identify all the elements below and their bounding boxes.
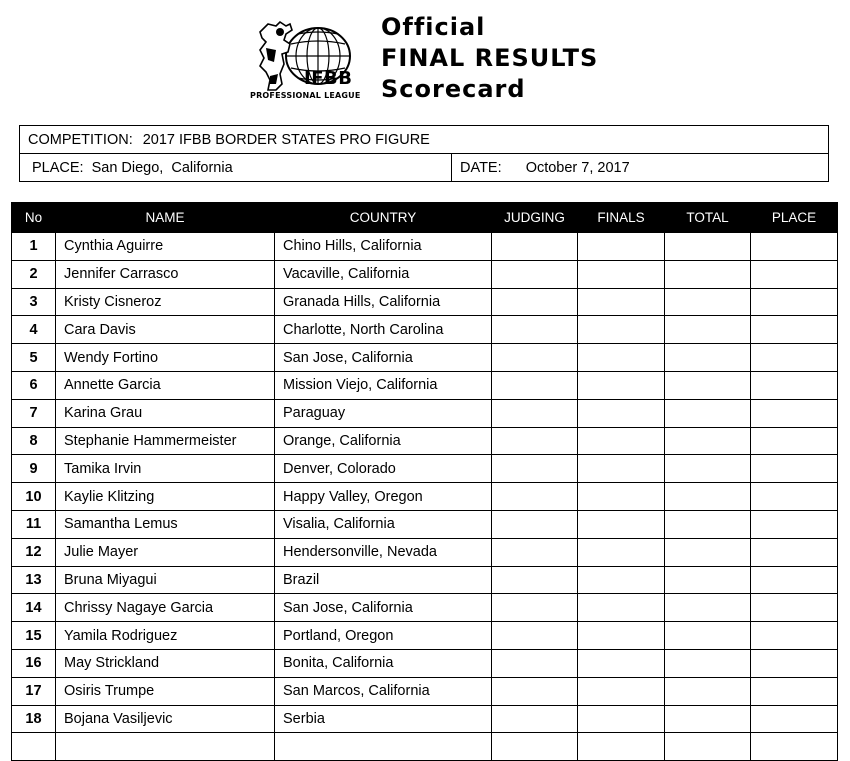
finals-cell [578, 260, 665, 288]
results-body [12, 233, 838, 761]
table-row [12, 233, 838, 261]
table-row [12, 594, 838, 622]
table-row [12, 677, 838, 705]
judging-cell [492, 455, 578, 483]
competition-row [20, 126, 828, 153]
row-number: 5 [12, 344, 56, 372]
judging-cell [492, 260, 578, 288]
row-number: 7 [12, 399, 56, 427]
competitor-name: Yamila Rodriguez [56, 622, 275, 650]
competitor-name: Samantha Lemus [56, 510, 275, 538]
judging-cell [492, 344, 578, 372]
table-row [12, 510, 838, 538]
competitor-country: Granada Hills, California [275, 288, 492, 316]
table-row [12, 371, 838, 399]
competition-label: COMPETITION: [28, 131, 133, 148]
competitor-country: Hendersonville, Nevada [275, 538, 492, 566]
table-row [12, 260, 838, 288]
judging-cell [492, 288, 578, 316]
total-cell [665, 538, 751, 566]
table-row [12, 427, 838, 455]
total-cell [665, 733, 751, 761]
competitor-country: Serbia [275, 705, 492, 733]
total-cell [665, 288, 751, 316]
place-cell [751, 483, 838, 511]
competitor-country: Charlotte, North Carolina [275, 316, 492, 344]
competitor-name: Annette Garcia [56, 371, 275, 399]
judging-cell [492, 677, 578, 705]
place-cell [751, 566, 838, 594]
row-number: 15 [12, 622, 56, 650]
table-header-row [12, 203, 838, 233]
competitor-name: Bojana Vasiljevic [56, 705, 275, 733]
total-cell [665, 316, 751, 344]
row-number: 10 [12, 483, 56, 511]
total-cell [665, 705, 751, 733]
finals-cell [578, 622, 665, 650]
col-header-name: NAME [56, 203, 275, 233]
document-title [381, 12, 598, 105]
row-number: 11 [12, 510, 56, 538]
finals-cell [578, 344, 665, 372]
competitor-country: Happy Valley, Oregon [275, 483, 492, 511]
judging-cell [492, 649, 578, 677]
competitor-name: Kristy Cisneroz [56, 288, 275, 316]
competitor-country: Portland, Oregon [275, 622, 492, 650]
table-row [12, 705, 838, 733]
place-cell [751, 733, 838, 761]
competitor-name: Kaylie Klitzing [56, 483, 275, 511]
judging-cell [492, 510, 578, 538]
place-cell [751, 371, 838, 399]
competitor-name: Cara Davis [56, 316, 275, 344]
place-cell [751, 510, 838, 538]
row-number: 6 [12, 371, 56, 399]
competitor-name: Bruna Miyagui [56, 566, 275, 594]
finals-cell [578, 399, 665, 427]
col-header-judging: JUDGING [492, 203, 578, 233]
competitor-name: May Strickland [56, 649, 275, 677]
row-number: 13 [12, 566, 56, 594]
place-cell [20, 154, 452, 181]
competitor-name: Wendy Fortino [56, 344, 275, 372]
place-cell [751, 288, 838, 316]
place-cell [751, 677, 838, 705]
date-cell [452, 160, 630, 176]
place-cell [751, 622, 838, 650]
total-cell [665, 649, 751, 677]
competitor-country: San Jose, California [275, 594, 492, 622]
place-value: San Diego, California [91, 159, 233, 176]
table-row [12, 399, 838, 427]
total-cell [665, 344, 751, 372]
competitor-country: Visalia, California [275, 510, 492, 538]
table-row [12, 733, 838, 761]
col-header-country: COUNTRY [275, 203, 492, 233]
row-number: 1 [12, 233, 56, 261]
competitor-name: Tamika Irvin [56, 455, 275, 483]
total-cell [665, 399, 751, 427]
row-number: 12 [12, 538, 56, 566]
place-cell [751, 705, 838, 733]
table-row [12, 538, 838, 566]
competitor-name: Stephanie Hammermeister [56, 427, 275, 455]
title-line-3: Scorecard [381, 75, 526, 103]
finals-cell [578, 538, 665, 566]
competition-value: 2017 IFBB BORDER STATES PRO FIGURE [142, 131, 430, 148]
finals-cell [578, 371, 665, 399]
finals-cell [578, 705, 665, 733]
logo-ifbb-text: IFBB [304, 68, 353, 89]
table-row [12, 566, 838, 594]
competitor-country: Paraguay [275, 399, 492, 427]
judging-cell [492, 399, 578, 427]
table-row [12, 483, 838, 511]
col-header-finals: FINALS [578, 203, 665, 233]
judging-cell [492, 233, 578, 261]
row-number: 14 [12, 594, 56, 622]
competitor-country: San Marcos, California [275, 677, 492, 705]
finals-cell [578, 594, 665, 622]
place-cell [751, 344, 838, 372]
total-cell [665, 483, 751, 511]
title-line-2: FINAL RESULTS [381, 44, 599, 72]
competitor-country: San Jose, California [275, 344, 492, 372]
competitor-name: Karina Grau [56, 399, 275, 427]
col-header-place: PLACE [751, 203, 838, 233]
col-header-total: TOTAL [665, 203, 751, 233]
competitor-country: Bonita, California [275, 649, 492, 677]
competitor-name: Osiris Trumpe [56, 677, 275, 705]
competitor-country: Chino Hills, California [275, 233, 492, 261]
title-line-1: Official [381, 13, 486, 41]
total-cell [665, 455, 751, 483]
place-cell [751, 538, 838, 566]
table-row [12, 316, 838, 344]
row-number: 16 [12, 649, 56, 677]
competitor-country: Orange, California [275, 427, 492, 455]
finals-cell [578, 510, 665, 538]
finals-cell [578, 566, 665, 594]
competitor-country: Denver, Colorado [275, 455, 492, 483]
place-cell [751, 260, 838, 288]
date-label: DATE: [460, 159, 502, 176]
judging-cell [492, 483, 578, 511]
place-cell [751, 594, 838, 622]
logo-league-text: PROFESSIONAL LEAGUE [250, 91, 361, 100]
place-cell [751, 427, 838, 455]
finals-cell [578, 455, 665, 483]
competition-info-box [19, 125, 829, 182]
competitor-country: Brazil [275, 566, 492, 594]
finals-cell [578, 316, 665, 344]
total-cell [665, 677, 751, 705]
judging-cell [492, 622, 578, 650]
row-number: 17 [12, 677, 56, 705]
place-cell [751, 399, 838, 427]
place-cell [751, 233, 838, 261]
row-number: 9 [12, 455, 56, 483]
competitor-name: Jennifer Carrasco [56, 260, 275, 288]
competitor-name [56, 733, 275, 761]
row-number: 3 [12, 288, 56, 316]
table-row [12, 622, 838, 650]
competitor-country: Mission Viejo, California [275, 371, 492, 399]
total-cell [665, 594, 751, 622]
competitor-name: Cynthia Aguirre [56, 233, 275, 261]
finals-cell [578, 427, 665, 455]
col-header-no: No [12, 203, 56, 233]
row-number: 18 [12, 705, 56, 733]
judging-cell [492, 316, 578, 344]
table-row [12, 455, 838, 483]
row-number: 8 [12, 427, 56, 455]
row-number [12, 733, 56, 761]
judging-cell [492, 566, 578, 594]
judging-cell [492, 371, 578, 399]
total-cell [665, 510, 751, 538]
total-cell [665, 566, 751, 594]
finals-cell [578, 233, 665, 261]
total-cell [665, 427, 751, 455]
table-row [12, 344, 838, 372]
judging-cell [492, 427, 578, 455]
finals-cell [578, 677, 665, 705]
row-number: 2 [12, 260, 56, 288]
competitor-name: Chrissy Nagaye Garcia [56, 594, 275, 622]
total-cell [665, 622, 751, 650]
date-value: October 7, 2017 [525, 159, 630, 176]
competitor-country [275, 733, 492, 761]
judging-cell [492, 733, 578, 761]
finals-cell [578, 649, 665, 677]
ifbb-logo [246, 18, 370, 104]
place-cell [751, 649, 838, 677]
total-cell [665, 260, 751, 288]
place-label: PLACE: [32, 159, 84, 176]
row-number: 4 [12, 316, 56, 344]
place-cell [751, 455, 838, 483]
competitor-country: Vacaville, California [275, 260, 492, 288]
total-cell [665, 371, 751, 399]
place-date-row [20, 153, 828, 181]
finals-cell [578, 288, 665, 316]
table-row [12, 288, 838, 316]
results-table [11, 202, 838, 761]
place-cell [751, 316, 838, 344]
finals-cell [578, 733, 665, 761]
finals-cell [578, 483, 665, 511]
table-row [12, 649, 838, 677]
total-cell [665, 233, 751, 261]
competitor-name: Julie Mayer [56, 538, 275, 566]
judging-cell [492, 705, 578, 733]
judging-cell [492, 538, 578, 566]
judging-cell [492, 594, 578, 622]
